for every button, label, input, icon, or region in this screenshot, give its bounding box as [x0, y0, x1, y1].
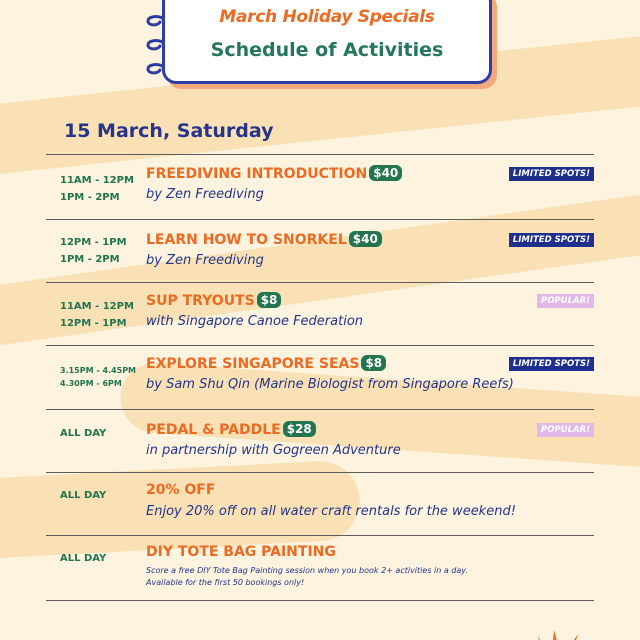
time-slot: ALL DAY — [60, 490, 107, 501]
price-tag: $40 — [369, 165, 402, 181]
time-slot: 11AM - 12PM — [60, 301, 134, 312]
divider — [46, 409, 594, 410]
page-title: March Holiday Specials — [219, 7, 435, 27]
divider — [46, 154, 594, 155]
divider — [46, 472, 594, 473]
activity-title — [146, 421, 316, 438]
limited-spots-badge: LIMITED SPOTS! — [509, 357, 594, 371]
divider — [46, 535, 594, 536]
activity-subtitle: with Singapore Canoe Federation — [146, 314, 364, 329]
activity-times — [60, 425, 106, 442]
activity-title — [146, 355, 386, 372]
activity-times — [60, 234, 127, 268]
price-tag: $28 — [283, 421, 316, 437]
limited-spots-badge: LIMITED SPOTS! — [509, 233, 594, 247]
time-slot: ALL DAY — [60, 553, 107, 564]
time-slot: 1PM - 2PM — [60, 192, 120, 203]
activity-times — [60, 487, 106, 504]
activity-subtitle: by Sam Shu Qin (Marine Biologist from Singapore Reefs) — [146, 377, 514, 392]
activity-title-text: EXPLORE SINGAPORE SEAS — [146, 356, 360, 372]
divider — [46, 600, 594, 601]
popular-badge: POPULAR! — [537, 423, 594, 437]
date-heading: 15 March, Saturday — [64, 120, 274, 142]
fine-print-line: Available for the first 50 bookings only! — [146, 578, 305, 587]
page-subtitle: Schedule of Activities — [210, 39, 444, 61]
time-slot: 3.15PM - 4.45PM — [60, 366, 137, 375]
activity-title-text: PEDAL & PADDLE — [146, 422, 281, 438]
activity-title — [146, 231, 382, 248]
activity-fine-print — [146, 565, 566, 589]
divider — [46, 219, 594, 220]
activity-title-text: FREEDIVING INTRODUCTION — [146, 166, 368, 182]
activity-title-text: 20% OFF — [146, 482, 216, 498]
divider — [46, 282, 594, 283]
time-slot: 11AM - 12PM — [60, 175, 134, 186]
activity-subtitle: by Zen Freediving — [146, 187, 264, 202]
activity-times — [60, 172, 134, 206]
activity-title-text: SUP TRYOUTS — [146, 293, 255, 309]
time-slot: 4.30PM - 6PM — [60, 379, 122, 388]
activity-title — [146, 544, 336, 560]
price-tag: $8 — [257, 292, 282, 308]
time-slot: 12PM - 1PM — [60, 237, 127, 248]
time-slot: ALL DAY — [60, 428, 107, 439]
fine-print-line: Score a free DIY Tote Bag Painting session when you book 2+ activities in a day. — [146, 566, 468, 575]
activity-title-text: LEARN HOW TO SNORKEL — [146, 232, 347, 248]
activity-subtitle: Enjoy 20% off on all water craft rentals for the weekend! — [146, 504, 516, 519]
divider — [46, 345, 594, 346]
activity-title — [146, 165, 402, 182]
activity-title — [146, 292, 281, 309]
price-tag: $40 — [349, 231, 382, 247]
price-tag: $8 — [361, 355, 386, 371]
title-card — [162, 0, 492, 84]
limited-spots-badge: LIMITED SPOTS! — [509, 167, 594, 181]
activity-times — [60, 298, 134, 332]
activity-title-text: DIY TOTE BAG PAINTING — [146, 544, 336, 560]
time-slot: 12PM - 1PM — [60, 318, 127, 329]
activity-times — [60, 364, 136, 390]
popular-badge: POPULAR! — [537, 294, 594, 308]
activity-times — [60, 550, 106, 567]
splash-decoration-icon — [520, 612, 600, 640]
activity-subtitle: in partnership with Gogreen Adventure — [146, 443, 401, 458]
activity-subtitle: by Zen Freediving — [146, 253, 264, 268]
activity-title — [146, 482, 215, 498]
time-slot: 1PM - 2PM — [60, 254, 120, 265]
